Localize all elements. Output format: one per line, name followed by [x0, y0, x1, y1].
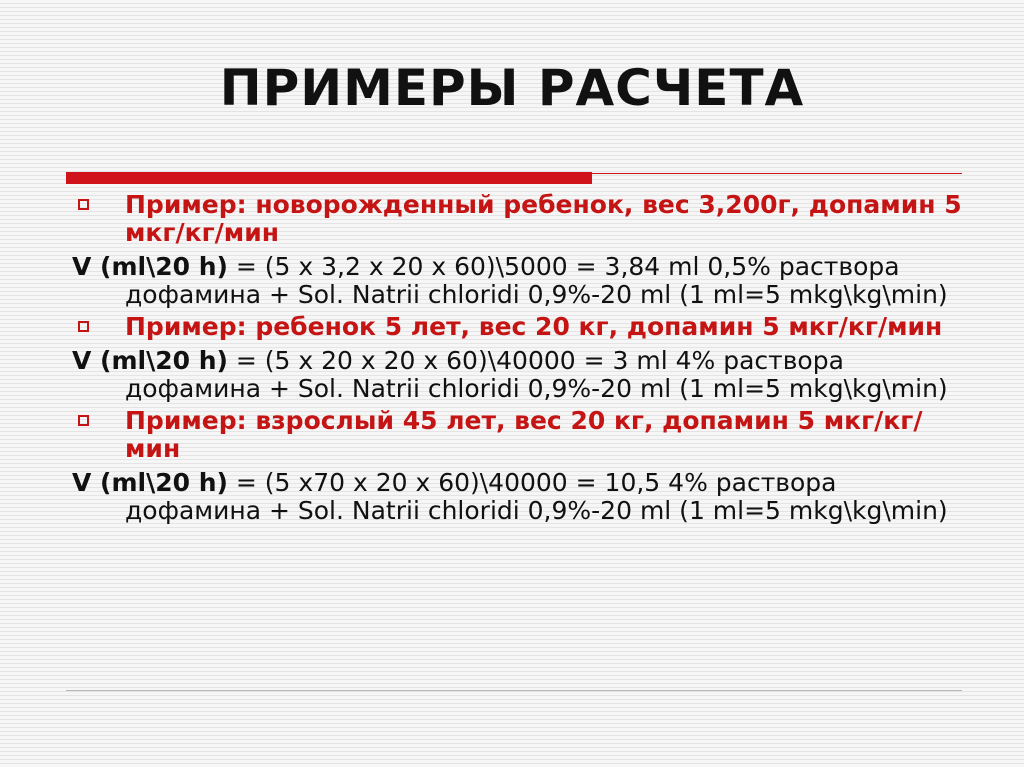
calculation-newborn [72, 253, 972, 309]
example-text: Пример: новорожденный ребенок, вес 3,200г, допамин 5 мкг/кг/мин [125, 190, 962, 247]
calculation-text: = (5 x 20 x 20 x 60)\40000 = 3 ml 4% раствора дофамина + Sol. Natrii chloridi 0,9%-20 ml (1 ml=5 mkg\kg\min) [125, 346, 948, 403]
volume-label: V (ml\20 h) [72, 252, 228, 281]
calculation-text: = (5 x70 x 20 x 60)\40000 = 10,5 4% раствора дофамина + Sol. Natrii chloridi 0,9%-20 ml (1 ml=5 mkg\kg\min) [125, 468, 948, 525]
title-accent-line [592, 173, 962, 174]
square-bullet-icon [78, 415, 89, 426]
calculation-adult [72, 469, 972, 525]
calculation-text: = (5 x 3,2 x 20 x 60)\5000 = 3,84 ml 0,5% раствора дофамина + Sol. Natrii chloridi 0,9%-20 ml (1 ml=5 mkg\kg\min) [125, 252, 948, 309]
calculation-child [72, 347, 972, 403]
example-heading-child [72, 313, 972, 341]
example-text: Пример: ребенок 5 лет, вес 20 кг, допамин 5 мкг/кг/мин [125, 312, 943, 341]
square-bullet-icon [78, 321, 89, 332]
square-bullet-icon [78, 199, 89, 210]
volume-label: V (ml\20 h) [72, 346, 228, 375]
examples-list [72, 191, 972, 529]
volume-label: V (ml\20 h) [72, 468, 228, 497]
title-accent-bar [66, 172, 592, 184]
example-heading-adult [72, 407, 972, 463]
slide-title: ПРИМЕРЫ РАСЧЕТА [219, 59, 805, 117]
example-text: Пример: взрослый 45 лет, вес 20 кг, допамин 5 мкг/кг/мин [125, 406, 923, 463]
example-heading-newborn [72, 191, 972, 247]
footer-divider [66, 690, 962, 691]
